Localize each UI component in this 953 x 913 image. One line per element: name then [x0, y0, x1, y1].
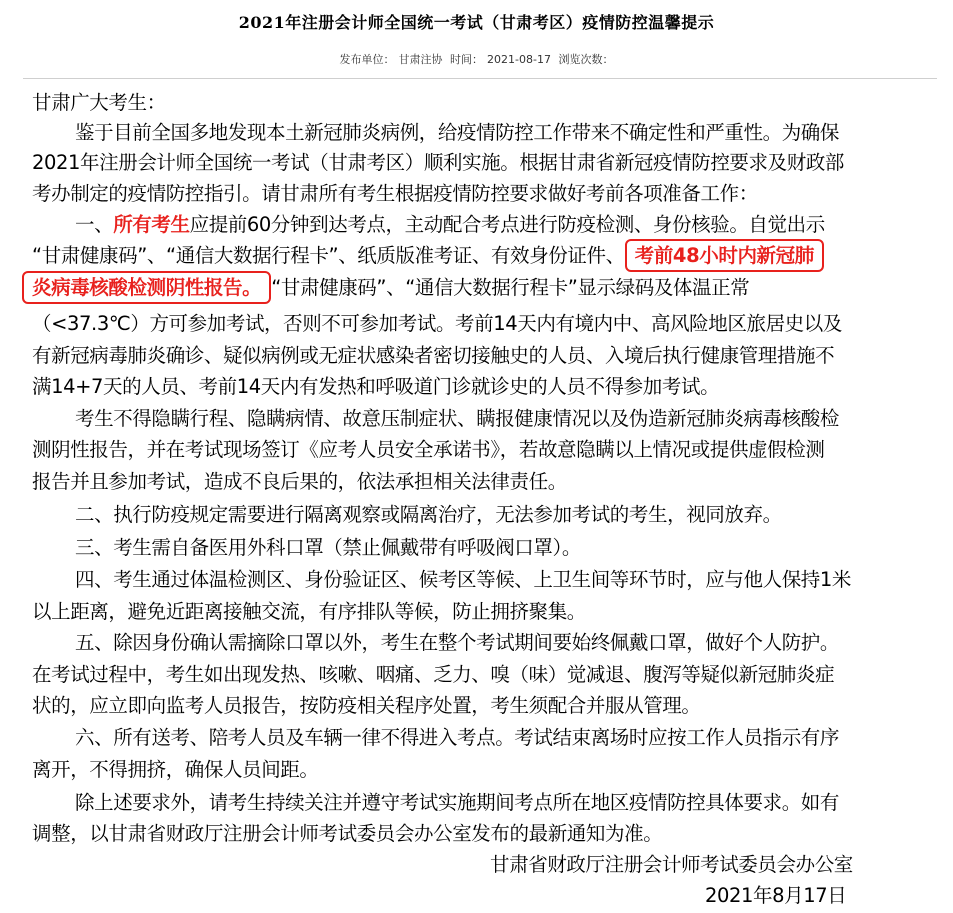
notice-line-9: [32, 340, 834, 372]
notice-line-23: [75, 787, 839, 819]
line-text: 离开，不得拥挤，确保人员间距。: [32, 758, 319, 781]
notice-line-17: [32, 596, 586, 628]
notice-line-14: [75, 499, 782, 531]
line-text: 六、所有送考、陪考人员及车辆一律不得进入考点。考试结束离场时应按工作人员指示有序: [75, 726, 840, 749]
notice-line-15: [75, 532, 581, 564]
notice-line-5: [75, 209, 825, 241]
line-text: 满14+7天的人员、考前14天内有发热和呼吸道门诊就诊史的人员不得参加考试。: [32, 375, 720, 398]
notice-line-16: [75, 564, 851, 596]
line-text: 考办制定的疫情防控指引。请甘肃所有考生根据疫情防控要求做好考前各项准备工作：: [32, 182, 758, 205]
notice-line-2: [75, 117, 839, 149]
line-text: 在考试过程中，考生如出现发热、咳嗽、咽痛、乏力、嗅（味）觉减退、腹泻等疑似新冠肺炎症: [32, 663, 835, 686]
notice-line-7: [22, 272, 749, 304]
line-text: “甘肃健康码”、“通信大数据行程卡”显示绿码及体温正常: [271, 276, 750, 299]
notice-line-12: [32, 434, 824, 466]
line-text: 状的，应立即向监考人员报告，按防疫相关程序处置，考生须配合并服从管理。: [32, 694, 701, 717]
notice-line-18: [75, 627, 839, 659]
line-text: 有新冠病毒肺炎确诊、疑似病例或无症状感染者密切接触史的人员、入境后执行健康管理措施不: [32, 344, 835, 367]
line-text: 以上距离，避免近距离接触交流，有序排队等候，防止拥挤聚集。: [32, 600, 586, 623]
notice-line-3: [32, 147, 844, 179]
highlight-red-text: 所有考生: [113, 213, 190, 236]
highlight-boxed-text: 考前48小时内新冠肺: [625, 239, 824, 272]
notice-line-6: [32, 240, 824, 272]
notice-line-1: [32, 87, 166, 119]
publisher-label: 发布单位：: [339, 53, 395, 66]
notice-line-13: [32, 466, 567, 498]
line-text: 调整，以甘肃省财政厅注册会计师考试委员会办公室发布的最新通知为准。: [32, 822, 663, 845]
publish-date: 2021-08-17: [487, 53, 551, 66]
notice-line-20: [32, 690, 701, 722]
notice-line-25: [490, 849, 853, 881]
line-text: “甘肃健康码”、“通信大数据行程卡”、纸质版准考证、有效身份证件、: [32, 244, 625, 267]
line-text: 三、考生需自备医用外科口罩（禁止佩戴带有呼吸阀口罩）。: [75, 536, 581, 559]
notice-line-21: [75, 722, 839, 754]
line-text: 2021年8月17日: [705, 884, 847, 907]
notice-line-22: [32, 754, 319, 786]
line-text: 应提前60分钟到达考点，主动配合考点进行防疫检测、身份核验。自觉出示: [189, 213, 825, 236]
notice-line-8: [32, 308, 842, 340]
line-text: 一、: [75, 213, 114, 236]
line-text: 四、考生通过体温检测区、身份验证区、候考区等候、上卫生间等环节时，应与他人保持1米: [75, 568, 852, 591]
notice-line-10: [32, 371, 719, 403]
publisher-value: 甘肃注协: [398, 53, 443, 66]
highlight-boxed-text: 炎病毒核酸检测阴性报告。: [22, 271, 271, 304]
notice-line-24: [32, 818, 662, 850]
notice-line-19: [32, 659, 834, 691]
line-text: 报告并且参加考试，造成不良后果的，依法承担相关法律责任。: [32, 470, 567, 493]
line-text: 鉴于目前全国多地发现本土新冠肺炎病例，给疫情防控工作带来不确定性和严重性。为确保: [75, 121, 840, 144]
line-text: 2021年注册会计师全国统一考试（甘肃考区）顺利实施。根据甘肃省新冠疫情防控要求及财政部: [32, 151, 845, 174]
line-text: 甘肃省财政厅注册会计师考试委员会办公室: [490, 853, 853, 876]
notice-line-26: [705, 880, 846, 912]
notice-line-4: [32, 178, 758, 210]
line-text: 测阴性报告，并在考试现场签订《应考人员安全承诺书》，若故意隐瞒以上情况或提供虚假检测: [32, 438, 825, 461]
line-text: 除上述要求外，请考生持续关注并遵守考试实施期间考点所在地区疫情防控具体要求。如有: [75, 791, 840, 814]
views-label: 浏览次数：: [558, 53, 614, 66]
line-text: 甘肃广大考生：: [32, 91, 166, 114]
notice-line-11: [75, 403, 839, 435]
time-label: 时间：: [450, 53, 484, 66]
line-text: 五、除因身份确认需摘除口罩以外，考生在整个考试期间要始终佩戴口罩，做好个人防护。: [75, 631, 840, 654]
line-text: （<37.3℃）方可参加考试，否则不可参加考试。考前14天内有境内中、高风险地区旅居史以及: [32, 312, 842, 335]
article-title: 2021年注册会计师全国统一考试（甘肃考区）疫情防控温馨提示: [238, 13, 715, 32]
line-text: 考生不得隐瞒行程、隐瞒病情、故意压制症状、瞒报健康情况以及伪造新冠肺炎病毒核酸检: [75, 407, 840, 430]
line-text: 二、执行防疫规定需要进行隔离观察或隔离治疗，无法参加考试的考生，视同放弃。: [75, 503, 782, 526]
